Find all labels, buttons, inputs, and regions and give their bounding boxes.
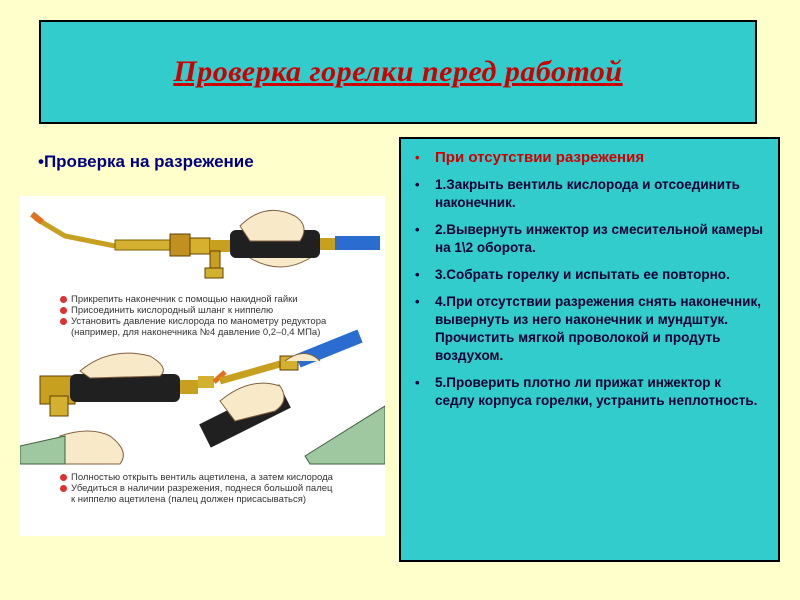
- list-item: • 3.Собрать горелку и испытать ее повторно.: [415, 267, 730, 282]
- bullet-dot-icon: [60, 296, 67, 303]
- caption-text: к ниппелю ацетилена (палец должен присасываться): [71, 494, 307, 505]
- torch-hose-drawing: [205, 336, 385, 464]
- bullet-icon: •: [415, 375, 420, 390]
- torch-assembled-drawing: [32, 210, 380, 278]
- caption-line: [60, 327, 326, 338]
- list-item: • 4.При отсутствии разрежения снять наконечник, вывернуть из него наконечник и мундштук. Прочистить мягкой проволокой и продуть воздухом.: [415, 294, 761, 363]
- caption-text: Прикрепить наконечник с помощью накидной гайки: [71, 294, 298, 305]
- bullet-icon: •: [415, 177, 420, 192]
- instructions-heading: • При отсутствии разрежения: [415, 149, 645, 166]
- caption-text: Присоединить кислородный шланг к ниппелю: [71, 305, 274, 316]
- page-title: Проверка горелки перед работой: [173, 55, 623, 88]
- caption-line: [60, 483, 333, 494]
- list-item: • 5.Проверить плотно ли прижат инжектор к седлу корпуса горелки, устранить неплотность.: [415, 375, 758, 408]
- bullet-dot-icon: [60, 485, 67, 492]
- torch-illustration: [20, 196, 385, 536]
- bullet-dot-icon: [60, 474, 67, 481]
- caption-text: Убедиться в наличии разрежения, поднеся большой палец: [71, 483, 333, 494]
- caption-top: [60, 294, 326, 338]
- bullet-icon: •: [415, 267, 420, 282]
- list-item: • 2.Вывернуть инжектор из смесительной камеры на 1\2 оборота.: [415, 222, 764, 255]
- bullet-icon: •: [415, 294, 420, 309]
- title-banner: [39, 20, 757, 124]
- instructions-list: [413, 149, 764, 410]
- caption-text: Установить давление кислорода по манометру редуктора: [71, 316, 327, 327]
- caption-line: [60, 316, 326, 327]
- subtitle: •Проверка на разрежение: [38, 152, 254, 171]
- caption-text: Полностью открыть вентиль ацетилена, а затем кислорода: [71, 472, 333, 483]
- caption-bottom: [60, 472, 333, 505]
- caption-text: (например, для наконечника №4 давление 0,2–0,4 МПа): [71, 327, 321, 338]
- caption-line: [60, 472, 333, 483]
- instructions-panel: [399, 137, 780, 562]
- list-item: • 1.Закрыть вентиль кислорода и отсоединить наконечник.: [415, 177, 740, 210]
- bullet-dot-icon: [60, 307, 67, 314]
- caption-line: [60, 305, 326, 316]
- bullet-icon: •: [415, 222, 420, 237]
- bullet-dot-icon: [60, 318, 67, 325]
- torch-vacuum-check-drawing: [20, 353, 225, 464]
- caption-line: [60, 294, 326, 305]
- caption-line: [60, 494, 333, 505]
- bullet-icon: •: [415, 150, 420, 165]
